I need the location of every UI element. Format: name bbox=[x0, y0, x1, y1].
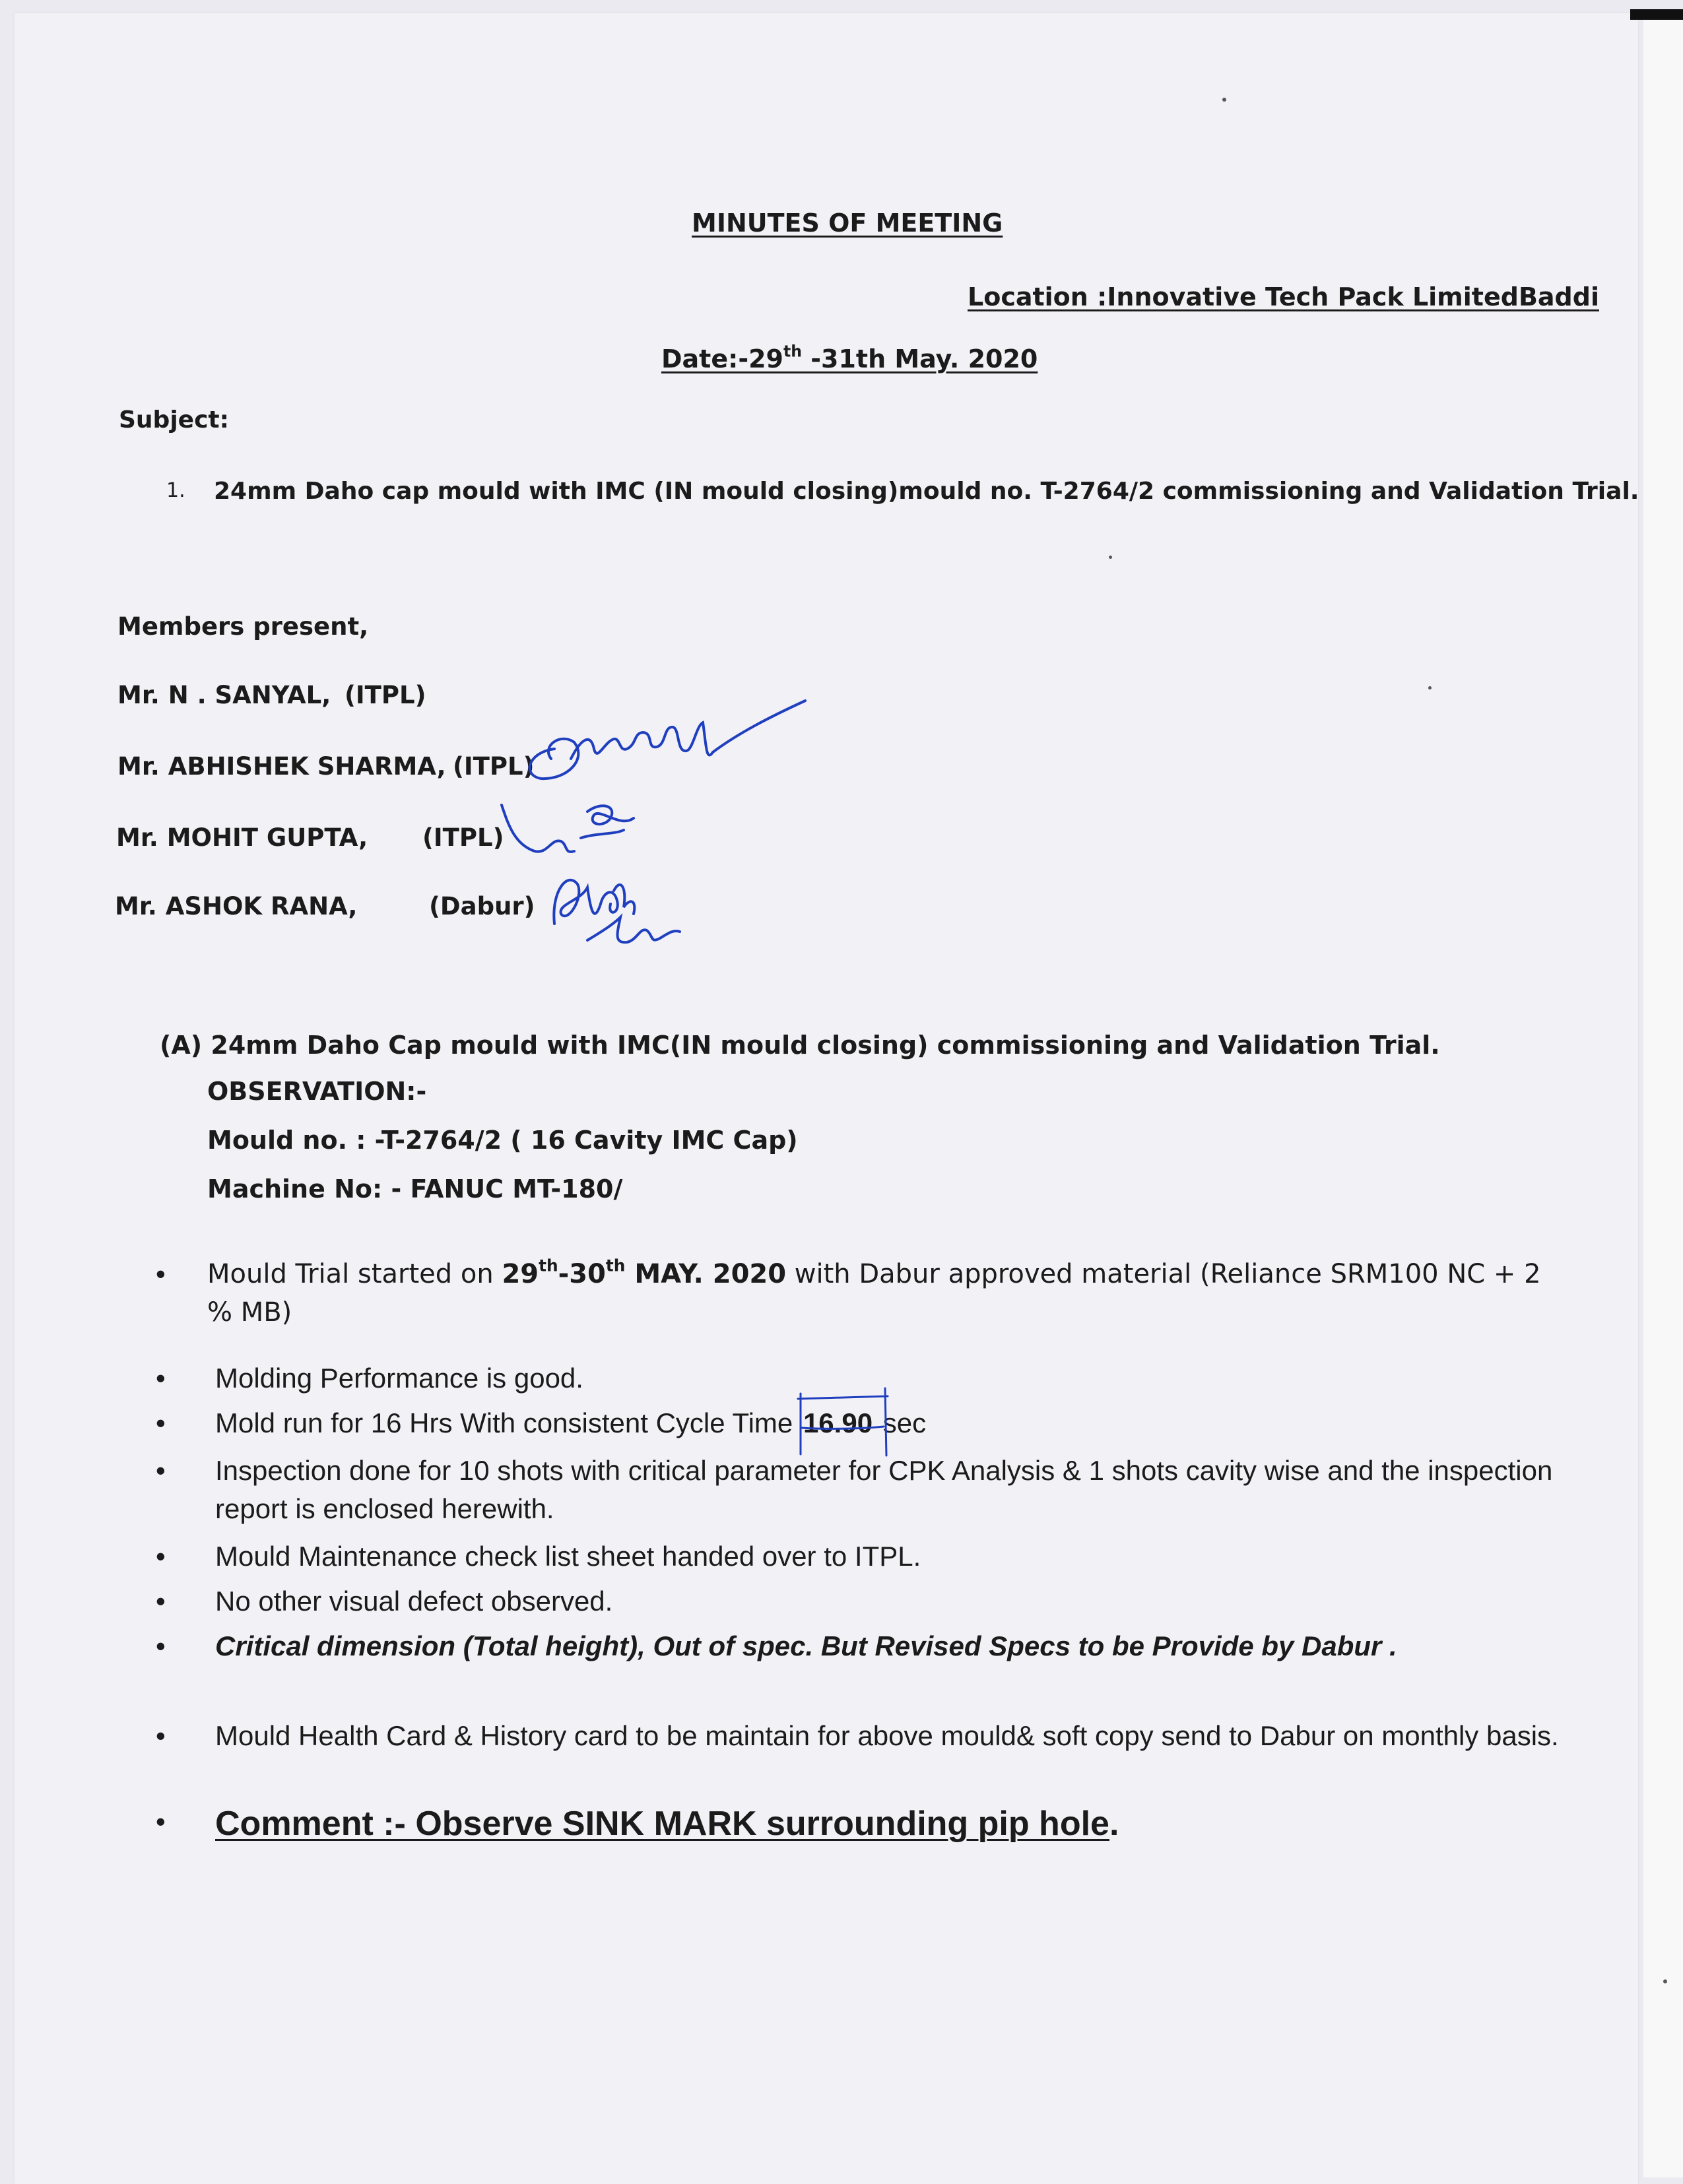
member-name: Mr. N . SANYAL, bbox=[117, 681, 331, 709]
mould-number: Mould no. : -T-2764/2 ( 16 Cavity IMC Cap) bbox=[207, 1126, 798, 1155]
list-item-text: Mould Health Card & History card to be maintain for above mould& soft copy send to Dabur on monthly basis. bbox=[215, 1720, 1559, 1751]
scan-speck bbox=[1222, 98, 1226, 102]
bullet-marker: • bbox=[156, 1541, 166, 1572]
scan-speck bbox=[1109, 556, 1112, 559]
member-name: Mr. ABHISHEK SHARMA, bbox=[117, 752, 446, 781]
meeting-date: Date:-29th -31th May. 2020 bbox=[661, 342, 1038, 373]
machine-number: Machine No: - FANUC MT-180/ bbox=[207, 1174, 623, 1204]
page-title: MINUTES OF MEETING bbox=[692, 209, 1003, 238]
list-item-text: Critical dimension (Total height), Out of spec. But Revised Specs to be Provide by Dabur . bbox=[215, 1630, 1397, 1661]
scan-edge-strip bbox=[1643, 20, 1683, 2177]
bullet-marker: • bbox=[156, 1407, 166, 1438]
bullet-marker: • bbox=[156, 1363, 166, 1394]
bullet-marker: • bbox=[156, 1720, 166, 1751]
member-name: Mr. ASHOK RANA, bbox=[115, 892, 358, 920]
member-org: (Dabur) bbox=[429, 892, 535, 920]
members-label: Members present, bbox=[117, 612, 369, 641]
subject-label: Subject: bbox=[119, 406, 230, 434]
meeting-location: Location :Innovative Tech Pack LimitedBaddi bbox=[968, 282, 1599, 311]
list-item-text: Molding Performance is good. bbox=[215, 1363, 583, 1394]
signature-abhishek-sharma bbox=[515, 686, 818, 798]
member-name: Mr. MOHIT GUPTA, bbox=[116, 823, 368, 852]
list-item-text: Mould Maintenance check list sheet handed over to ITPL. bbox=[215, 1541, 921, 1572]
bullet-marker: • bbox=[156, 1586, 166, 1617]
scan-speck bbox=[1428, 686, 1432, 690]
bullet-marker: • bbox=[156, 1258, 166, 1289]
list-item-text: Mould Trial started on 29th-30th MAY. 2020 with Dabur approved material (Reliance SRM100 NC + 2 % MB) bbox=[207, 1256, 1541, 1328]
scan-edge-mark bbox=[1630, 9, 1683, 20]
bullet-marker: • bbox=[156, 1455, 166, 1486]
comment-text: Comment :- Observe SINK MARK surrounding pip hole. bbox=[215, 1805, 1119, 1843]
member-org: (ITPL) bbox=[422, 823, 504, 852]
subject-item-text: 24mm Daho cap mould with IMC (IN mould closing)mould no. T-2764/2 commissioning and Validation Trial. bbox=[214, 478, 1639, 505]
section-a-heading: (A) 24mm Daho Cap mould with IMC(IN mould closing) commissioning and Validation Trial. bbox=[160, 1031, 1440, 1060]
member-org: (ITPL) bbox=[345, 681, 426, 709]
member-org: (ITPL) bbox=[453, 752, 535, 781]
list-item-text: Inspection done for 10 shots with critical parameter for CPK Analysis & 1 shots cavity wise and the inspection report is enclosed herewith. bbox=[215, 1455, 1553, 1524]
subject-item-number: 1. bbox=[166, 479, 185, 502]
bullet-marker: • bbox=[156, 1806, 166, 1837]
scan-speck bbox=[1663, 1979, 1667, 1983]
list-item-text: No other visual defect observed. bbox=[215, 1586, 613, 1617]
observation-label: OBSERVATION:- bbox=[207, 1077, 427, 1106]
handwritten-box bbox=[794, 1382, 893, 1461]
bullet-marker: • bbox=[156, 1630, 166, 1661]
signature-ashok-rana bbox=[541, 851, 700, 963]
list-item-text: Mold run for 16 Hrs With consistent Cycle Time 16.90 sec bbox=[215, 1404, 1575, 1442]
cycle-time-value: 16.90 bbox=[801, 1404, 875, 1442]
